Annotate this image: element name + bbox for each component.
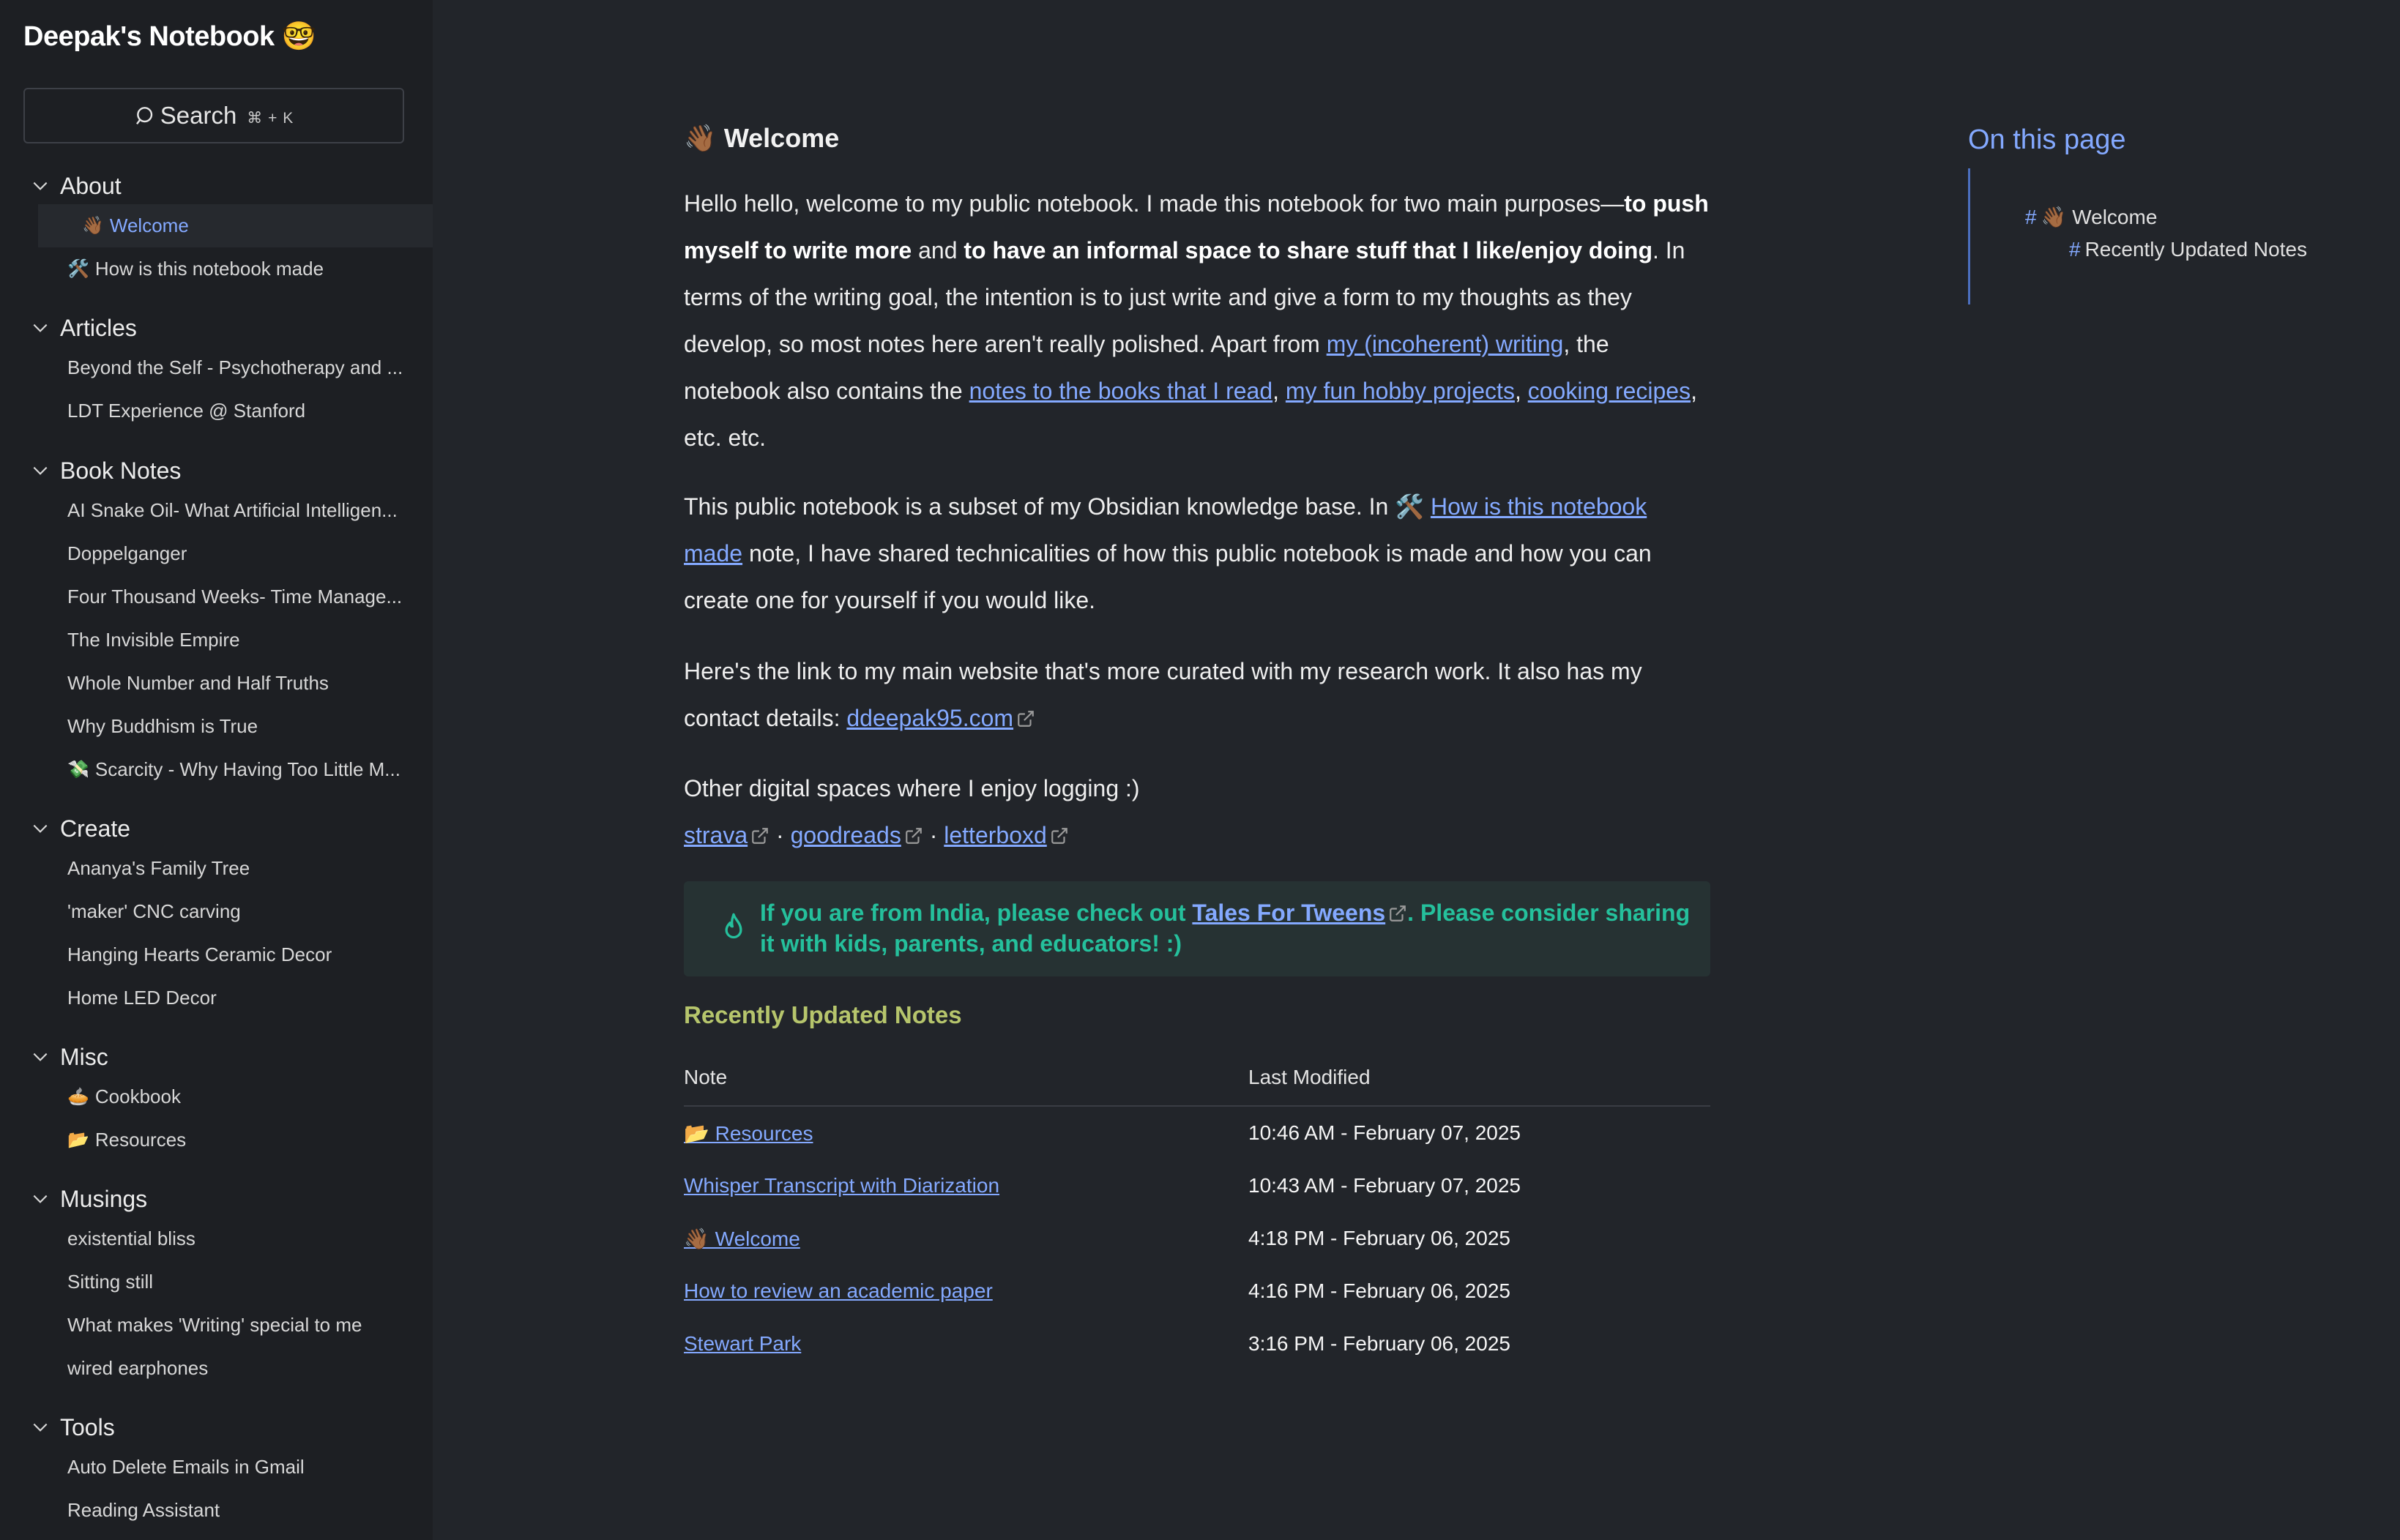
waving-hand-icon: 👋🏾 <box>82 216 104 236</box>
folder-toggle-about[interactable] <box>0 168 433 204</box>
sidebar-item-why-buddhism[interactable]: Why Buddhism is True <box>67 715 258 737</box>
chevron-down-icon <box>31 176 50 195</box>
toc-item-recently-updated[interactable] <box>2069 238 2307 261</box>
chevron-down-icon <box>31 1047 50 1066</box>
text: Hello hello, welcome to my public notebook. I made this notebook for two main purposes— <box>684 190 1625 217</box>
sidebar-item-beyond-the-self[interactable]: Beyond the Self - Psychotherapy and ... <box>67 356 403 378</box>
link-letterboxd[interactable]: letterboxd <box>944 822 1047 848</box>
sidebar <box>0 0 433 1540</box>
callout-box <box>684 881 1710 976</box>
tools-icon: 🛠️ <box>67 259 89 279</box>
toc-item-label: Recently Updated Notes <box>2084 238 2308 261</box>
nav-group-musings <box>0 1181 433 1390</box>
hash-icon: # <box>2069 238 2081 261</box>
note-link[interactable]: Stewart Park <box>684 1332 802 1355</box>
callout-text <box>760 897 1697 959</box>
sidebar-item-welcome[interactable] <box>38 204 433 247</box>
note-link[interactable]: Whisper Transcript with Diarization <box>684 1174 1000 1197</box>
sidebar-item-label: Welcome <box>109 214 189 236</box>
text: If you are from India, please check out <box>760 900 1193 926</box>
text: and <box>912 237 964 263</box>
nav-group-create <box>0 810 433 1020</box>
table-header <box>684 1050 1710 1107</box>
modified-date: 10:46 AM - February 07, 2025 <box>1248 1121 1521 1144</box>
folder-label: Misc <box>60 1043 108 1070</box>
table-row <box>684 1159 1710 1212</box>
sidebar-item-doppelganger[interactable]: Doppelganger <box>67 542 187 564</box>
text: Other digital spaces where I enjoy logging :) <box>684 775 1140 801</box>
sidebar-item-how-notebook-made[interactable] <box>0 247 433 291</box>
external-link-icon <box>1016 709 1035 728</box>
sidebar-item-label: Cookbook <box>94 1085 181 1107</box>
table-row <box>684 1317 1710 1370</box>
sidebar-item-cnc-carving[interactable]: 'maker' CNC carving <box>67 900 241 922</box>
nav-group-book-notes <box>0 452 433 791</box>
sidebar-item-invisible-empire[interactable]: The Invisible Empire <box>67 629 240 651</box>
nav-group-tools <box>0 1409 433 1532</box>
sidebar-item-ldt-experience[interactable]: LDT Experience @ Stanford <box>67 400 306 422</box>
folder-label: About <box>60 172 122 199</box>
table-row <box>684 1212 1710 1265</box>
modified-date: 3:16 PM - February 06, 2025 <box>1248 1332 1510 1355</box>
text: , <box>1272 378 1286 404</box>
sidebar-item-wired-earphones[interactable]: wired earphones <box>67 1357 209 1379</box>
toc-title[interactable]: On this page <box>1968 124 2126 155</box>
link-tales-for-tweens[interactable]: Tales For Tweens <box>1192 900 1386 926</box>
external-link-icon <box>1388 904 1407 923</box>
toc-item-label: 👋🏾 Welcome <box>2041 206 2158 228</box>
chevron-down-icon <box>31 819 50 838</box>
website-paragraph <box>684 648 1709 741</box>
bold-text: to push myself to write more <box>684 190 1709 263</box>
folder-toggle-misc[interactable] <box>0 1039 433 1075</box>
sidebar-item-ai-snake-oil[interactable]: AI Snake Oil- What Artificial Intelligen... <box>67 499 398 521</box>
sidebar-item-scarcity[interactable] <box>0 748 433 791</box>
link-hobby-projects[interactable]: my fun hobby projects <box>1285 378 1515 404</box>
table-of-contents <box>1968 124 2378 261</box>
sidebar-item-label: Scarcity - Why Having Too Little M... <box>94 758 400 780</box>
folder-toggle-tools[interactable] <box>0 1409 433 1446</box>
sidebar-item-resources[interactable] <box>0 1118 433 1162</box>
toc-item-welcome[interactable] <box>2025 205 2157 229</box>
page-title: 👋🏾 Welcome <box>684 123 840 153</box>
note-link[interactable]: 📂 Resources <box>684 1121 813 1145</box>
nav-group-about <box>0 168 433 291</box>
external-link-icon <box>1050 826 1069 845</box>
note-link[interactable]: How to review an academic paper <box>684 1279 993 1302</box>
modified-date: 4:18 PM - February 06, 2025 <box>1248 1227 1510 1249</box>
note-link[interactable]: 👋🏾 Welcome <box>684 1227 800 1250</box>
modified-date: 10:43 AM - February 07, 2025 <box>1248 1174 1521 1197</box>
folder-icon: 📂 <box>67 1130 89 1150</box>
sidebar-item-cookbook[interactable] <box>0 1075 433 1118</box>
nav-group-articles <box>0 310 433 433</box>
folder-toggle-articles[interactable] <box>0 310 433 346</box>
pie-icon: 🥧 <box>67 1087 89 1107</box>
search-button[interactable] <box>23 88 404 143</box>
sidebar-item-existential-bliss[interactable]: existential bliss <box>67 1227 195 1249</box>
sidebar-item-writing-special[interactable]: What makes 'Writing' special to me <box>67 1314 362 1336</box>
search-icon <box>134 104 157 127</box>
chevron-down-icon <box>31 318 50 337</box>
nav-group-misc <box>0 1039 433 1162</box>
link-goodreads[interactable]: goodreads <box>790 822 901 848</box>
folder-label: Tools <box>60 1413 115 1440</box>
sidebar-item-label: How is this notebook made <box>94 258 324 280</box>
main-content <box>684 0 1710 1540</box>
flame-icon <box>719 912 748 946</box>
bold-text: to have an informal space to share stuff that I like/enjoy doing <box>964 237 1652 263</box>
folder-toggle-book-notes[interactable] <box>0 452 433 489</box>
text: , the notebook also contains the <box>684 331 1609 404</box>
external-link-icon <box>904 826 923 845</box>
section-heading-recent: Recently Updated Notes <box>684 1001 962 1028</box>
chevron-down-icon <box>31 1189 50 1208</box>
text: . Please consider sharing it with kids, parents, and educators! :) <box>760 900 1691 957</box>
separator: · <box>923 822 944 848</box>
chevron-down-icon <box>31 1418 50 1437</box>
sidebar-item-hanging-hearts[interactable]: Hanging Hearts Ceramic Decor <box>67 943 332 965</box>
column-header-note: Note <box>684 1066 728 1088</box>
folder-toggle-musings[interactable] <box>0 1181 433 1217</box>
text: Here's the link to my main website that's more curated with my research work. It also has my contact details: <box>684 658 1642 731</box>
text: note, I have shared technicalities of how this public notebook is made and how you can create one for yourself if you would like. <box>684 540 1652 613</box>
recent-notes-table <box>684 1050 1710 1370</box>
folder-toggle-create[interactable] <box>0 810 433 847</box>
column-header-last-modified: Last Modified <box>1248 1066 1371 1088</box>
sidebar-item-whole-number[interactable]: Whole Number and Half Truths <box>67 672 329 694</box>
money-icon: 💸 <box>67 760 89 780</box>
search-shortcut: ⌘ + K <box>247 109 294 127</box>
external-link-icon <box>750 826 769 845</box>
obsidian-paragraph <box>684 483 1709 624</box>
chevron-down-icon <box>31 461 50 480</box>
digital-spaces-paragraph <box>684 765 1709 859</box>
link-cooking-recipes[interactable]: cooking recipes <box>1527 378 1691 404</box>
toc-rail <box>1968 168 1970 304</box>
link-website[interactable]: ddeepak95.com <box>846 705 1014 731</box>
link-strava[interactable]: strava <box>684 822 748 848</box>
folder-label: Musings <box>60 1185 148 1212</box>
sidebar-item-reading-assistant[interactable]: Reading Assistant <box>67 1499 220 1521</box>
sidebar-item-home-led-decor[interactable]: Home LED Decor <box>67 987 217 1009</box>
sidebar-item-family-tree[interactable]: Ananya's Family Tree <box>67 857 250 879</box>
folder-label: Book Notes <box>60 457 182 484</box>
table-row <box>684 1265 1710 1317</box>
hash-icon: # <box>2025 206 2037 228</box>
text: , <box>1514 378 1528 404</box>
sidebar-item-sitting-still[interactable]: Sitting still <box>67 1271 154 1293</box>
text: . In terms of the writing goal, the intention is to just write and give a form to my thoughts as they develop, so most notes here aren't really polished. Apart from <box>684 237 1685 357</box>
text: , etc. etc. <box>684 378 1697 451</box>
text: This public notebook is a subset of my Obsidian knowledge base. In 🛠️ <box>684 493 1431 520</box>
separator: · <box>769 822 791 848</box>
site-title[interactable]: Deepak's Notebook 🤓 <box>23 21 316 52</box>
folder-label: Create <box>60 815 131 842</box>
search-label: Search <box>160 102 237 129</box>
link-how-notebook-made[interactable]: How is this notebook made <box>684 493 1647 567</box>
sidebar-item-four-thousand-weeks[interactable]: Four Thousand Weeks- Time Manage... <box>67 586 403 608</box>
sidebar-item-label: Resources <box>94 1129 187 1151</box>
modified-date: 4:16 PM - February 06, 2025 <box>1248 1279 1510 1302</box>
table-row <box>684 1107 1710 1159</box>
sidebar-item-auto-delete-emails[interactable]: Auto Delete Emails in Gmail <box>67 1456 305 1478</box>
intro-paragraph <box>684 180 1709 461</box>
link-incoherent-writing[interactable]: my (incoherent) writing <box>1326 331 1564 357</box>
folder-label: Articles <box>60 314 137 341</box>
link-book-notes[interactable]: notes to the books that I read <box>969 378 1273 404</box>
